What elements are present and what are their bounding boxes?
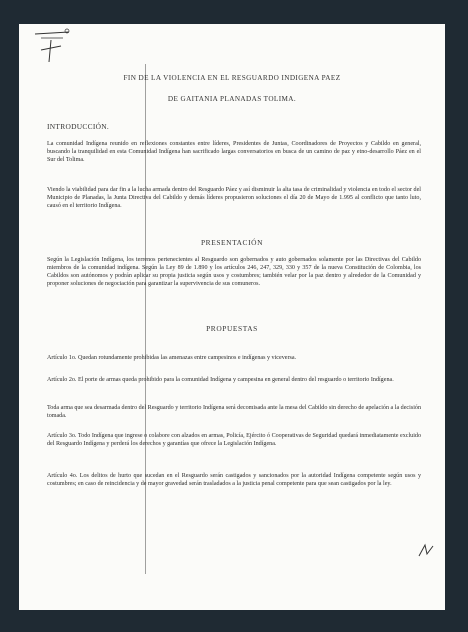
- document-page: [19, 24, 445, 610]
- proposals-heading: PROPUESTAS: [206, 324, 258, 333]
- article-2: Artículo 2o. El porte de armas queda prohibido para la comunidad Indígena y campesina en general dentro del resguardo o territorio Indígena.: [47, 377, 394, 383]
- article-1: Artículo 1o. Quedan rotundamente prohibidas las amenazas entre campesinos e indígenas y viceversa.: [47, 355, 297, 361]
- handwritten-mark: [29, 26, 77, 66]
- presentation-paragraph: Según la Legislación Indígena, los terrenos pertenecientes al Resguardo son gobernados y auto gobernados solamente por las Directivas del Cabildo miembros de la comunidad indígena. Según la Ley 89 de 1.890 y los artículos 246, 247, 329, 330 y 357 de la nueva Constitución de Colombia, los Cabildos son autónomos y podrán aplicar su propia justicia según usos y costumbres; también velar por la paz dentro y alrededor de la Comunidad y proponer soluciones de negociación para garantizar la supervivencia de sus comuneros.: [47, 257, 421, 288]
- document-title-line-2: DE GAITANIA PLANADAS TOLIMA.: [167, 95, 297, 103]
- signature-mark: [417, 542, 435, 558]
- intro-heading: INTRODUCCIÓN.: [47, 122, 109, 131]
- document-title-line-1: FIN DE LA VIOLENCIA EN EL RESGUARDO INDIGENA PAEZ: [123, 74, 341, 82]
- article-3: Artículo 3o. Todo Indígena que ingrese o colabore con alzados en armas, Policía, Ejército ó Cooperativas de Seguridad quedará inmediatamente excluido del Resguardo Indígena y perderá los derechos y garantías que ofrece la Legislación Indígena.: [47, 433, 421, 448]
- intro-paragraph-2: Viendo la viabilidad para dar fin a la lucha armada dentro del Resguardo Páez y así disminuir la alta tasa de criminalidad y violencia en todo el sector del Municipio de Planadas, la Junta Directiva del Cabildo y demás líderes propusieron soluciones el día 20 de Mayo de 1.995 al conflicto que tanto luto, causó en el territorio Indígena.: [47, 187, 421, 210]
- article-2-continuation: Toda arma que sea desarmada dentro del Resguardo y territorio Indígena será decomisada ante la mesa del Cabildo sin derecho de apelación a la decisión tomada.: [47, 405, 421, 420]
- intro-paragraph-1: La comunidad Indígena reunido en reflexiones constantes entre líderes, Presidentes de Juntas, Coordinadores de Proyectos y Cabildo en general, buscando la tranquilidad en esta Comunidad Indígena han sacrificado largas conversatorios en busca de un camino de paz y etno-desarrollo Páez en el Sur del Tolima.: [47, 141, 421, 164]
- article-4: Artículo 4o. Los delitos de hurto que sucedan en el Resguardo serán castigados y sancionados por la autoridad Indígena competente según usos y costumbres; en caso de reincidencia y de mayor gravedad serán trasladados a la justicia penal competente para que sean castigados por la ley.: [47, 473, 421, 488]
- presentation-heading: PRESENTACIÓN: [200, 238, 264, 247]
